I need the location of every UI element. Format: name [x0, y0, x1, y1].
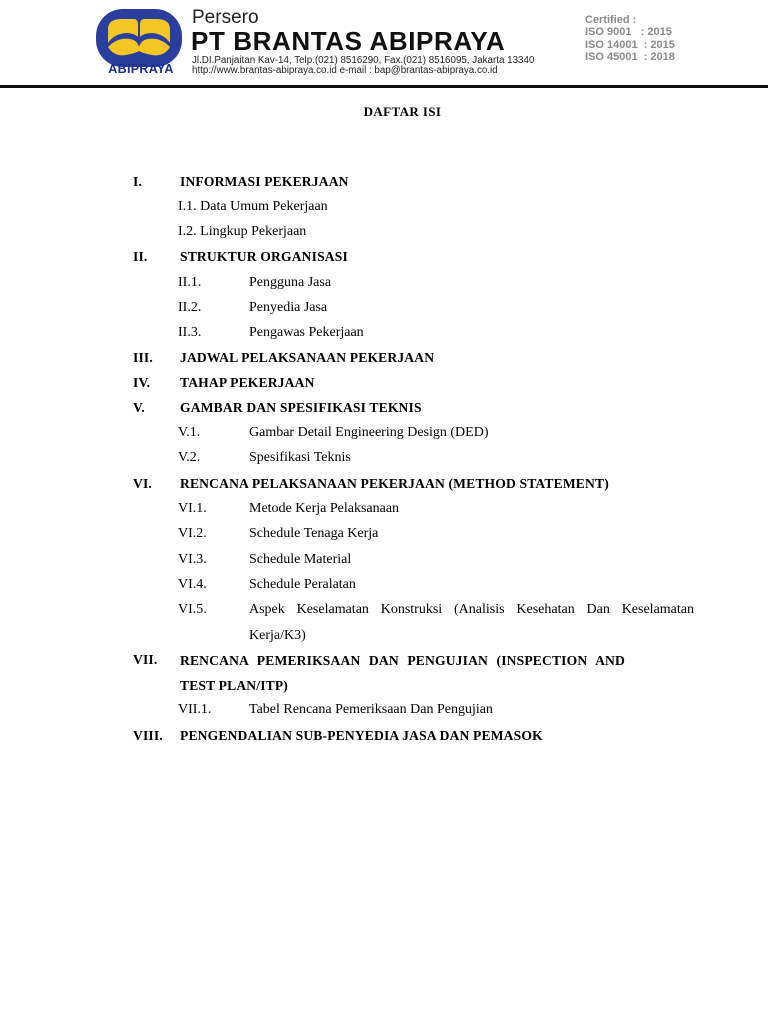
toc-number: VI.5. [178, 602, 207, 617]
company-name: PT BRANTAS ABIPRAYA [191, 26, 506, 56]
persero-label: Persero [192, 7, 259, 28]
toc-title: Metode Kerja Pelaksanaan [249, 501, 400, 516]
toc-number: V. [133, 400, 145, 415]
toc-number: I. [133, 174, 142, 189]
toc-number: II.3. [178, 325, 202, 340]
toc-title: Pengguna Jasa [249, 275, 332, 290]
header-divider [0, 85, 768, 88]
toc-title: GAMBAR DAN SPESIFIKASI TEKNIS [180, 400, 422, 415]
toc-title: I.2. Lingkup Pekerjaan [178, 224, 307, 239]
toc-title: INFORMASI PEKERJAAN [180, 174, 349, 189]
toc-title: Spesifikasi Teknis [249, 450, 351, 465]
toc-title: Pengawas Pekerjaan [249, 325, 364, 340]
toc-title: Gambar Detail Engineering Design (DED) [249, 425, 489, 440]
toc-title: Schedule Material [249, 552, 352, 567]
toc-title: PENGENDALIAN SUB-PENYEDIA JASA DAN PEMASOK [180, 728, 543, 743]
toc-title: Aspek Keselamatan Konstruksi (Analisis Kesehatan Dan Keselamatan Kerja/K3) [249, 602, 694, 643]
toc-number: VII. [133, 652, 158, 667]
toc-number: VI.2. [178, 526, 207, 541]
toc-title: Tabel Rencana Pemeriksaan Dan Pengujian [249, 702, 493, 717]
toc-number: VI. [133, 476, 152, 491]
logo-wordmark: ABIPRAYA [108, 62, 174, 76]
toc-number: II. [133, 249, 148, 264]
company-web-email: http://www.brantas-abipraya.co.id e-mail : bap@brantas-abipraya.co.id [192, 65, 498, 76]
company-address: Jl.DI.Panjaitan Kav-14, Telp.(021) 8516290, Fax.(021) 8516095, Jakarta 13340 [192, 55, 535, 66]
letterhead [0, 0, 768, 92]
toc-number: IV. [133, 375, 151, 390]
toc-title: JADWAL PELAKSANAAN PEKERJAAN [180, 350, 435, 365]
toc-title: Schedule Peralatan [249, 577, 356, 592]
toc-title: TAHAP PEKERJAAN [180, 375, 315, 390]
toc-title: I.1. Data Umum Pekerjaan [178, 199, 328, 214]
toc-number: VI.3. [178, 552, 207, 567]
toc-number: III. [133, 350, 153, 365]
toc-title: RENCANA PELAKSANAAN PEKERJAAN (METHOD STATEMENT) [180, 476, 609, 491]
toc-number: II.2. [178, 300, 202, 315]
toc-number: VII.1. [178, 702, 212, 717]
toc-title: RENCANA PEMERIKSAAN DAN PENGUJIAN (INSPECTION AND TEST PLAN/ITP) [180, 653, 625, 693]
toc-title: Schedule Tenaga Kerja [249, 526, 379, 541]
document-title: DAFTAR ISI [363, 104, 442, 119]
toc-number: VI.1. [178, 501, 207, 516]
toc-title: Penyedia Jasa [249, 300, 328, 315]
toc-number: V.2. [178, 450, 201, 465]
toc-number: II.1. [178, 275, 202, 290]
toc-number: VI.4. [178, 577, 207, 592]
toc-title: STRUKTUR ORGANISASI [180, 249, 348, 264]
toc-number: V.1. [178, 425, 201, 440]
certification-block: Certified : ISO 9001 : 2015 ISO 14001 : 2015 ISO 45001 : 2018 [585, 14, 675, 64]
toc-number: VIII. [133, 728, 163, 743]
